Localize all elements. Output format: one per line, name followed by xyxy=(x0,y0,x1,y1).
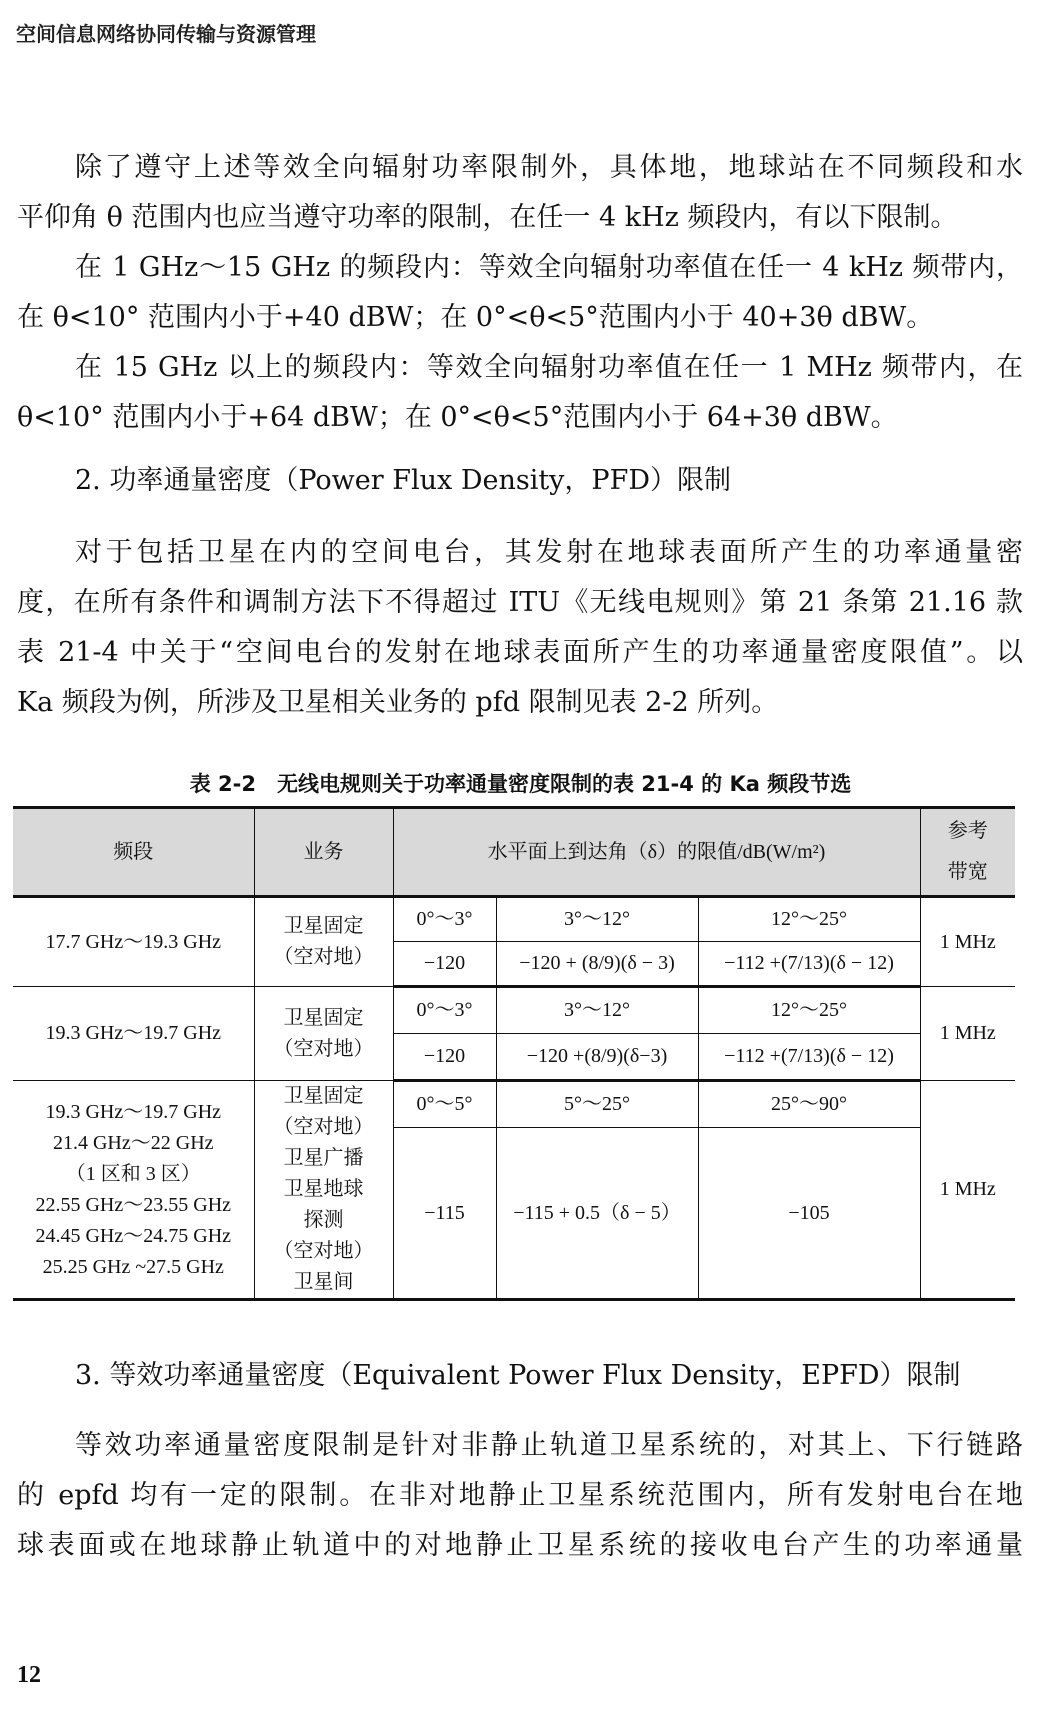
range-cell: 12°～25° xyxy=(698,897,920,942)
limit-cell: −112 +(7/13)(δ − 12) xyxy=(698,942,920,987)
service-line: 卫星广播 xyxy=(283,1147,364,1169)
table-row xyxy=(13,1081,1015,1128)
service-line: 卫星固定 xyxy=(283,1085,364,1107)
limit-cell: −120 + (8/9)(δ − 3) xyxy=(496,942,698,987)
table-row xyxy=(13,987,1015,1034)
body-line: Ka 频段为例，所涉及卫星相关业务的 pfd 限制见表 2-2 所列。 xyxy=(17,687,779,718)
body-line: 表 21-4 中关于“空间电台的发射在地球表面所产生的功率通量密度限值”。以 xyxy=(17,637,1023,668)
band-line: 19.3 GHz～19.7 GHz xyxy=(45,1100,222,1123)
service-line: 卫星地球 xyxy=(283,1178,364,1200)
range-cell: 3°～12° xyxy=(496,987,698,1034)
band-line: 22.55 GHz～23.55 GHz xyxy=(35,1193,232,1216)
range-cell: 0°～3° xyxy=(393,897,496,942)
range-cell: 5°～25° xyxy=(496,1081,698,1128)
band-line: 25.25 GHz ~27.5 GHz xyxy=(42,1255,224,1278)
limit-cell: −120 xyxy=(393,942,496,987)
header-band: 频段 xyxy=(13,808,254,897)
body-line: 度，在所有条件和调制方法下不得超过 ITU《无线电规则》第 21 条第 21.16 款 xyxy=(17,587,1023,618)
body-line: 的 epfd 均有一定的限制。在非对地静止卫星系统范围内，所有发射电台在地 xyxy=(17,1480,1023,1511)
range-cell: 25°～90° xyxy=(698,1081,920,1128)
range-cell: 3°～12° xyxy=(496,897,698,942)
pfd-limit-table xyxy=(13,806,1015,1301)
band-line: 24.45 GHz～24.75 GHz xyxy=(35,1224,232,1247)
service-cell xyxy=(254,897,393,987)
table-caption: 表 2-2 无线电规则关于功率通量密度限制的表 21-4 的 Ka 频段节选 xyxy=(189,772,852,796)
band-cell xyxy=(13,1081,254,1300)
range-cell: 0°～5° xyxy=(393,1081,496,1128)
service-line: （空对地） xyxy=(273,1037,374,1060)
body-line: 平仰角 θ 范围内也应当遵守功率的限制，在任一 4 kHz 频段内，有以下限制。 xyxy=(17,202,958,233)
body-line: 除了遵守上述等效全向辐射功率限制外，具体地，地球站在不同频段和水 xyxy=(75,152,1023,183)
header-ref-bw xyxy=(920,808,1015,897)
limit-cell: −115 xyxy=(393,1128,496,1300)
service-line: （空对地） xyxy=(273,946,374,968)
body-line: θ<10° 范围内小于+64 dBW；在 0°<θ<5°范围内小于 64+3θ dBW。 xyxy=(17,402,898,433)
limit-cell: −115 + 0.5（δ − 5） xyxy=(496,1128,698,1300)
table-row xyxy=(13,897,1015,942)
body-line: 对于包括卫星在内的空间电台，其发射在地球表面所产生的功率通量密 xyxy=(75,537,1023,568)
band-line: 21.4 GHz～22 GHz xyxy=(52,1131,214,1154)
body-line: 等效功率通量密度限制是针对非静止轨道卫星系统的，对其上、下行链路 xyxy=(75,1430,1023,1461)
service-line: （空对地） xyxy=(273,1240,374,1262)
limit-cell: −105 xyxy=(698,1128,920,1300)
body-line: 在 1 GHz～15 GHz 的频段内：等效全向辐射功率值在任一 4 kHz 频带内， xyxy=(75,252,1023,283)
range-cell: 0°～3° xyxy=(393,987,496,1034)
bandwidth-cell: 1 MHz xyxy=(920,897,1015,987)
service-cell xyxy=(254,987,393,1081)
table-header-row xyxy=(13,808,1015,897)
bandwidth-cell: 1 MHz xyxy=(920,987,1015,1081)
header-service: 业务 xyxy=(254,808,393,897)
limit-cell: −120 +(8/9)(δ−3) xyxy=(496,1034,698,1081)
band-line: （1 区和 3 区） xyxy=(65,1162,201,1185)
service-cell xyxy=(254,1081,393,1300)
band-cell: 19.3 GHz～19.7 GHz xyxy=(13,987,254,1081)
section-heading-3: 3. 等效功率通量密度（Equivalent Power Flux Density，EPFD）限制 xyxy=(75,1360,961,1391)
service-line: 探测 xyxy=(303,1209,344,1231)
service-line: 卫星间 xyxy=(293,1271,354,1293)
body-line: 在 θ<10° 范围内小于+40 dBW；在 0°<θ<5°范围内小于 40+3θ dBW。 xyxy=(17,302,934,333)
limit-cell: −112 +(7/13)(δ − 12) xyxy=(698,1034,920,1081)
service-line: 卫星固定 xyxy=(283,915,364,937)
body-line: 在 15 GHz 以上的频段内：等效全向辐射功率值在任一 1 MHz 频带内，在 xyxy=(75,352,1023,383)
bandwidth-cell: 1 MHz xyxy=(920,1081,1015,1300)
service-line: （空对地） xyxy=(273,1116,374,1138)
page-number: 12 xyxy=(17,1662,41,1688)
running-header: 空间信息网络协同传输与资源管理 xyxy=(16,22,316,46)
header-limit: 水平面上到达角（δ）的限值/dB(W/m²) xyxy=(393,808,920,897)
header-ref-line1: 参考 xyxy=(947,820,988,842)
service-line: 卫星固定 xyxy=(283,1006,364,1029)
header-ref-line2: 带宽 xyxy=(947,861,988,883)
section-heading-2: 2. 功率通量密度（Power Flux Density，PFD）限制 xyxy=(75,465,731,496)
limit-cell: −120 xyxy=(393,1034,496,1081)
range-cell: 12°～25° xyxy=(698,987,920,1034)
body-line: 球表面或在地球静止轨道中的对地静止卫星系统的接收电台产生的功率通量 xyxy=(17,1530,1023,1561)
band-cell: 17.7 GHz～19.3 GHz xyxy=(13,897,254,987)
